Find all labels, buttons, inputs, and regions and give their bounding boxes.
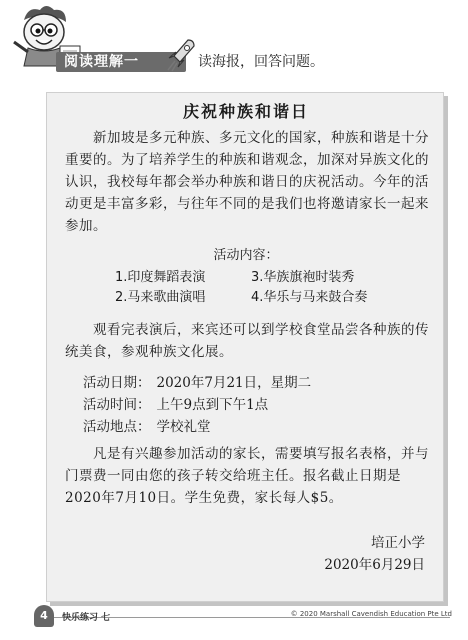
page-number: 4 [34, 605, 54, 627]
sign-date: 2020年6月29日 [324, 557, 425, 573]
event-date-label: 活动日期： [83, 375, 151, 391]
event-date-value: 2020年7月21日，星期二 [156, 375, 312, 391]
event-time-value: 上午9点到下午1点 [156, 397, 269, 413]
book-label: 快乐练习 七 [62, 613, 111, 623]
school-name: 培正小学 [371, 535, 425, 551]
poster-title: 庆祝种族和谐日 [182, 102, 309, 121]
event-place-value: 学校礼堂 [156, 419, 211, 435]
activity-item: 3.华族旗袍时装秀 [251, 270, 355, 285]
event-date-line [83, 373, 317, 393]
intro-paragraph: 新加坡是多元种族、多元文化的国家，种族和谐是十分重要的。为了培养学生的种族和谐观念，加深对异族文化的认识，我校每年都会举办种族和谐日的庆祝活动。今年的活动更是丰富多彩，与往年不同的是我们也将邀请家长一起来参加。 [65, 130, 429, 234]
event-place-line [83, 417, 217, 437]
food-paragraph: 观看完表演后，来宾还可以到学校食堂品尝各种族的传统美食，参观种族文化展。 [65, 322, 429, 360]
activity-item: 4.华乐与马来鼓合奏 [251, 290, 368, 305]
activities-heading: 活动内容： [213, 248, 279, 263]
section-title: 阅读理解一 [64, 54, 139, 70]
event-time-label: 活动时间： [83, 397, 151, 413]
copyright-text: © 2020 Marshall Cavendish Education Pte Ltd [290, 610, 452, 618]
event-place-label: 活动地点： [83, 419, 151, 435]
poster [46, 92, 444, 602]
activity-item: 1.印度舞蹈表演 [115, 270, 206, 285]
event-time-line [83, 395, 274, 415]
instruction-text: 读海报，回答问题。 [198, 54, 324, 70]
registration-paragraph: 凡是有兴趣参加活动的家长，需要填写报名表格，并与门票费一同由您的孩子转交给班主任。报名截止日期是2020年7月10日。学生免费，家长每人$5。 [65, 446, 429, 506]
rocket-icon [166, 38, 196, 72]
activity-item: 2.马来歌曲演唱 [115, 290, 206, 305]
